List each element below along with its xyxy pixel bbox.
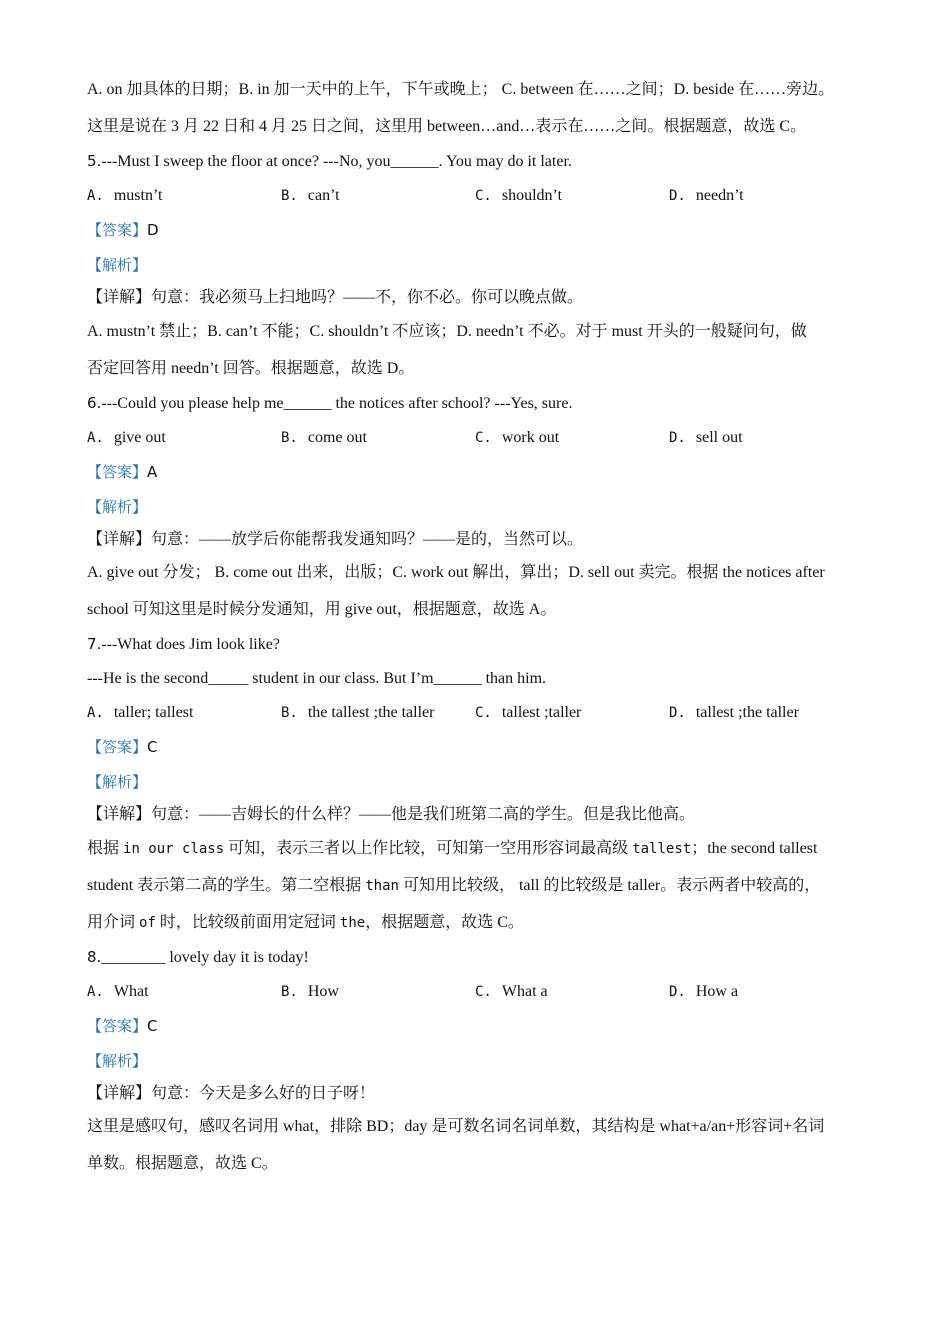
text-run: 时，比较级前面用定冠词: [155, 914, 340, 931]
text-run: ，根据题意，故选 C。: [365, 914, 524, 931]
answer-label: 【答案】: [87, 738, 148, 756]
q6-option-d: [669, 428, 743, 448]
analysis-label: 【解析】: [87, 498, 148, 516]
answer-value: C: [147, 1017, 158, 1035]
q7-explanation-line3: [87, 913, 862, 933]
q6-option-a: [87, 428, 166, 448]
option-label: C.: [475, 430, 492, 446]
q6-explanation-line2: school 可知这里是时候分发通知，用 give out，根据题意，故选 A。: [87, 601, 557, 618]
text-run: 用介词: [87, 914, 140, 931]
code-run: tallest: [632, 841, 692, 857]
q5-detail: [87, 288, 862, 308]
option-text: How: [307, 983, 339, 1000]
analysis-label: 【解析】: [87, 256, 148, 274]
q5-option-d: [669, 186, 744, 206]
option-label: D.: [669, 430, 686, 446]
detail-label: 【详解】: [87, 531, 152, 548]
q5-number: 5.: [87, 152, 102, 170]
answer-value: D: [147, 221, 159, 239]
detail-text: 句意：我必须马上扫地吗？——不，你不必。你可以晚点做。: [151, 289, 584, 306]
q5-option-b: [281, 186, 340, 206]
analysis-label: 【解析】: [87, 1052, 148, 1070]
q6-answer: [87, 462, 862, 483]
q6-explanation-line1: A. give out 分发； B. come out 出来，出版；C. work out 解出，算出；D. sell out 卖完。根据 the notices after: [87, 564, 825, 581]
q7-option-b: [281, 703, 434, 723]
q8-option-c: [475, 982, 548, 1002]
q7-option-d: [669, 703, 799, 723]
option-text: mustn’t: [113, 187, 163, 204]
q7-option-c: [475, 703, 581, 723]
q5-explanation-line2: 否定回答用 needn’t 回答。根据题意，故选 D。: [87, 360, 415, 377]
option-text: sell out: [695, 429, 743, 446]
q6-option-c: [475, 428, 559, 448]
option-text: taller; tallest: [113, 704, 194, 721]
q8-stem: [87, 947, 862, 968]
code-run: in our class: [123, 841, 225, 857]
option-label: A.: [87, 430, 104, 446]
option-text: What a: [501, 983, 548, 1000]
q4-explanation-line1: A. on 加具体的日期；B. in 加一天中的上午，下午或晚上； C. between 在……之间；D. beside 在……旁边。: [87, 81, 835, 98]
text-run: ；the second tallest: [691, 840, 818, 857]
option-label: D.: [669, 984, 686, 1000]
q8-number: 8.: [87, 948, 102, 966]
q8-explanation-line1: 这里是感叹句，感叹名词用 what，排除 BD；day 是可数名词名词单数，其结构是 what+a/an+形容词+名词: [87, 1118, 825, 1135]
option-label: C.: [475, 188, 492, 204]
q8-explanation-line2: 单数。根据题意，故选 C。: [87, 1155, 278, 1172]
option-label: A.: [87, 984, 104, 1000]
option-label: D.: [669, 705, 686, 721]
option-text: can’t: [307, 187, 340, 204]
q7-explanation-line2: [87, 876, 862, 896]
answer-label: 【答案】: [87, 1017, 148, 1035]
option-text: come out: [307, 429, 367, 446]
option-label: A.: [87, 188, 104, 204]
detail-text: 句意：——吉姆长的什么样？——他是我们班第二高的学生。但是我比他高。: [151, 806, 696, 823]
code-run: the: [339, 915, 366, 931]
option-text: What: [113, 983, 149, 1000]
q6-number: 6.: [87, 394, 102, 412]
answer-value: A: [147, 463, 158, 481]
q5-explanation-line1: A. mustn’t 禁止；B. can’t 不能；C. shouldn’t 不应该；D. needn’t 不必。对于 must 开头的一般疑问句，做: [87, 323, 807, 340]
option-text: the tallest ;the taller: [307, 704, 435, 721]
q8-option-d: [669, 982, 738, 1002]
detail-label: 【详解】: [87, 806, 152, 823]
code-run: than: [365, 878, 399, 894]
option-text: work out: [501, 429, 560, 446]
option-text: tallest ;taller: [501, 704, 582, 721]
q8-option-a: [87, 982, 149, 1002]
option-label: D.: [669, 188, 686, 204]
q5-stem: [87, 151, 862, 172]
q6-analysis-label: [87, 497, 862, 518]
option-label: B.: [281, 705, 298, 721]
detail-text: 句意：——放学后你能帮我发通知吗？——是的，当然可以。: [151, 531, 584, 548]
q7-stem-line2: ---He is the second_____ student in our class. But I’m______ than him.: [87, 670, 547, 687]
option-text: give out: [113, 429, 166, 446]
answer-label: 【答案】: [87, 221, 148, 239]
option-text: tallest ;the taller: [695, 704, 799, 721]
answer-value: C: [147, 738, 158, 756]
q8-stem-text: ________ lovely day it is today!: [101, 949, 309, 966]
option-label: C.: [475, 705, 492, 721]
option-label: C.: [475, 984, 492, 1000]
code-run: of: [139, 915, 156, 931]
q8-detail: [87, 1084, 862, 1104]
q8-option-b: [281, 982, 339, 1002]
q7-option-a: [87, 703, 193, 723]
text-run: 根据: [87, 840, 124, 857]
q7-analysis-label: [87, 772, 862, 793]
option-text: How a: [695, 983, 739, 1000]
detail-label: 【详解】: [87, 1085, 152, 1102]
detail-label: 【详解】: [87, 289, 152, 306]
q5-stem-text: ---Must I sweep the floor at once? ---No, you______. You may do it later.: [101, 153, 572, 170]
option-label: A.: [87, 705, 104, 721]
text-run: student 表示第二高的学生。第二空根据: [87, 877, 366, 894]
text-run: 可知用比较级， tall 的比较级是 taller。表示两者中较高的，: [398, 877, 821, 894]
option-text: needn’t: [695, 187, 744, 204]
q5-option-c: [475, 186, 562, 206]
q6-option-b: [281, 428, 367, 448]
q7-detail: [87, 805, 862, 825]
q8-answer: [87, 1016, 862, 1037]
q5-analysis-label: [87, 255, 862, 276]
q7-explanation-line1: [87, 839, 862, 859]
option-label: B.: [281, 430, 298, 446]
q4-explanation-line2: 这里是说在 3 月 22 日和 4 月 25 日之间，这里用 between…and…表示在……之间。根据题意，故选 C。: [87, 118, 807, 135]
q7-number: 7.: [87, 635, 102, 653]
option-label: B.: [281, 984, 298, 1000]
q6-stem-text: ---Could you please help me______ the notices after school? ---Yes, sure.: [101, 395, 573, 412]
answer-label: 【答案】: [87, 463, 148, 481]
q6-stem: [87, 393, 862, 414]
option-text: shouldn’t: [501, 187, 563, 204]
q6-detail: [87, 530, 862, 550]
option-label: B.: [281, 188, 298, 204]
q5-answer: [87, 220, 862, 241]
q8-analysis-label: [87, 1051, 862, 1072]
text-run: 可知，表示三者以上作比较，可知第一空用形容词最高级: [224, 840, 633, 857]
q7-stem-line1: [87, 634, 862, 655]
q7-stem-text: ---What does Jim look like?: [101, 636, 280, 653]
analysis-label: 【解析】: [87, 773, 148, 791]
q5-option-a: [87, 186, 162, 206]
detail-text: 句意：今天是多么好的日子呀！: [151, 1085, 376, 1102]
q7-answer: [87, 737, 862, 758]
